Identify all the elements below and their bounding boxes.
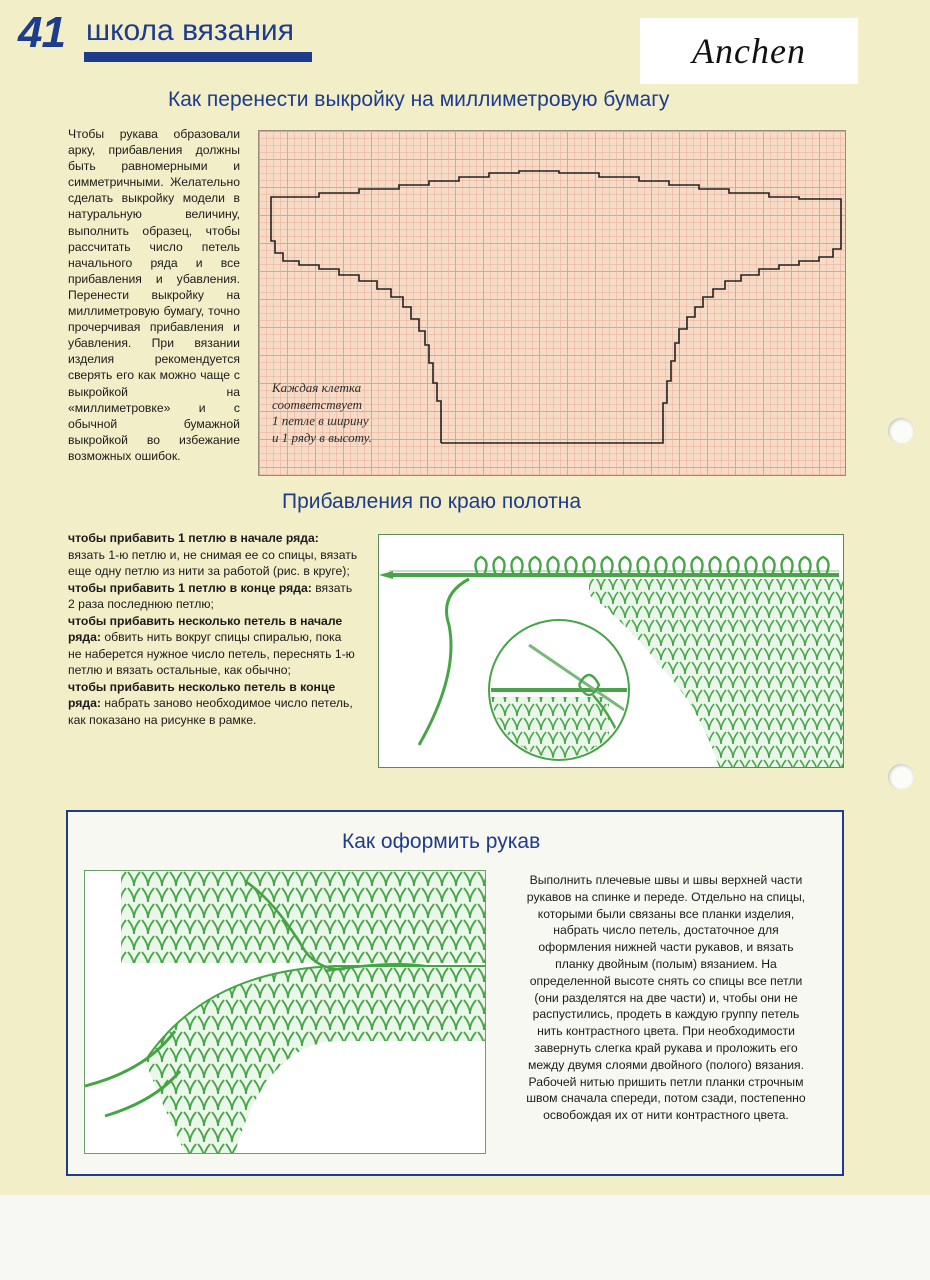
section-title-sleeve: Как оформить рукав: [342, 830, 541, 853]
sleeve-finishing-text: Выполнить плечевые швы и швы верхней части рукавов на спинке и переде. Отдельно на спицы, которыми были связаны все планки изделия, набрать число петель, достаточное для оформления нижней части рукавов, и вязать планку двойным (полым) вязанием. На определенной высоте снять со спицы все петли (они разделятся на две части) и, чтобы они не распустились, продеть в каждую группу петель нить контрастного цвета. При необходимости завернуть слегка край рукава и проложить его между двумя слоями двойного (полого) вязания. Рабочей нитью пришить петли планки строчным швом сначала спереди, потом сзади, постепенно освобождая их от нити контрастного цвета.: [526, 873, 806, 1123]
sleeve-band-drawing: [85, 871, 485, 1153]
page-bottom-margin: [0, 1195, 930, 1280]
caption-line: Каждая клетка: [272, 380, 362, 395]
increase-text: обвить нить вокруг спицы спиралью, пока не наберется нужное число петель, переснять 1-ю петлю и вязать остальные, как обычно;: [68, 630, 355, 677]
increase-lead: чтобы прибавить несколько петель в начале ряда:: [68, 613, 343, 644]
section-underline: [84, 52, 312, 62]
brand-logo: Anchen: [640, 18, 858, 84]
caption-line: соответствует: [272, 396, 363, 412]
knitting-increase-illustration: [378, 534, 844, 768]
caption-line: 1 петле в ширину: [272, 413, 369, 428]
sleeve-knitting-illustration: [84, 870, 486, 1154]
edge-increases-text: [68, 530, 358, 728]
pattern-transfer-text: Чтобы рукава образовали арку, прибавления должны быть равномерными и симметричными. Желательно сделать выкройку модели в натуральную величину, выполнить образец, чтобы рассчитать число петель начального ряда и все прибавления и убавления. Перенести выкройку на миллиметровую бумагу, точно прочерчивая прибавления и убавления. При вязании изделия рекомендуется сверять его как можно чаще с выкройкой на «миллиметровке» и с обычной бумажной выкройкой во избежание возможных ошибок.: [68, 127, 240, 463]
needle-and-stitches-drawing: [379, 535, 843, 767]
page-number: 41: [18, 8, 65, 57]
section-title-pattern-transfer: Как перенести выкройку на миллиметровую бумагу: [168, 88, 670, 111]
increase-lead: чтобы прибавить несколько петель в конце ряда:: [68, 679, 336, 710]
increase-text: вязать 2 раза последнюю петлю;: [68, 580, 353, 611]
increase-lead: чтобы прибавить 1 петлю в начале ряда:: [68, 531, 319, 545]
caption-line: и 1 ряду в высоту.: [272, 429, 372, 445]
increase-lead: чтобы прибавить 1 петлю в конце ряда:: [68, 580, 312, 595]
binder-hole: [888, 764, 914, 790]
section-name: школа вязания: [86, 14, 294, 47]
binder-hole: [888, 418, 914, 444]
increase-text: набрать заново необходимое число петель, как показано на рисунке в рамке.: [68, 696, 353, 727]
increase-text: вязать 1-ю петлю и, не снимая ее со спицы, вязать еще одну петлю из нити за работой (рис. в круге);: [68, 547, 358, 578]
graph-caption: [272, 380, 372, 446]
section-title-edge-increases: Прибавления по краю полотна: [282, 490, 582, 513]
